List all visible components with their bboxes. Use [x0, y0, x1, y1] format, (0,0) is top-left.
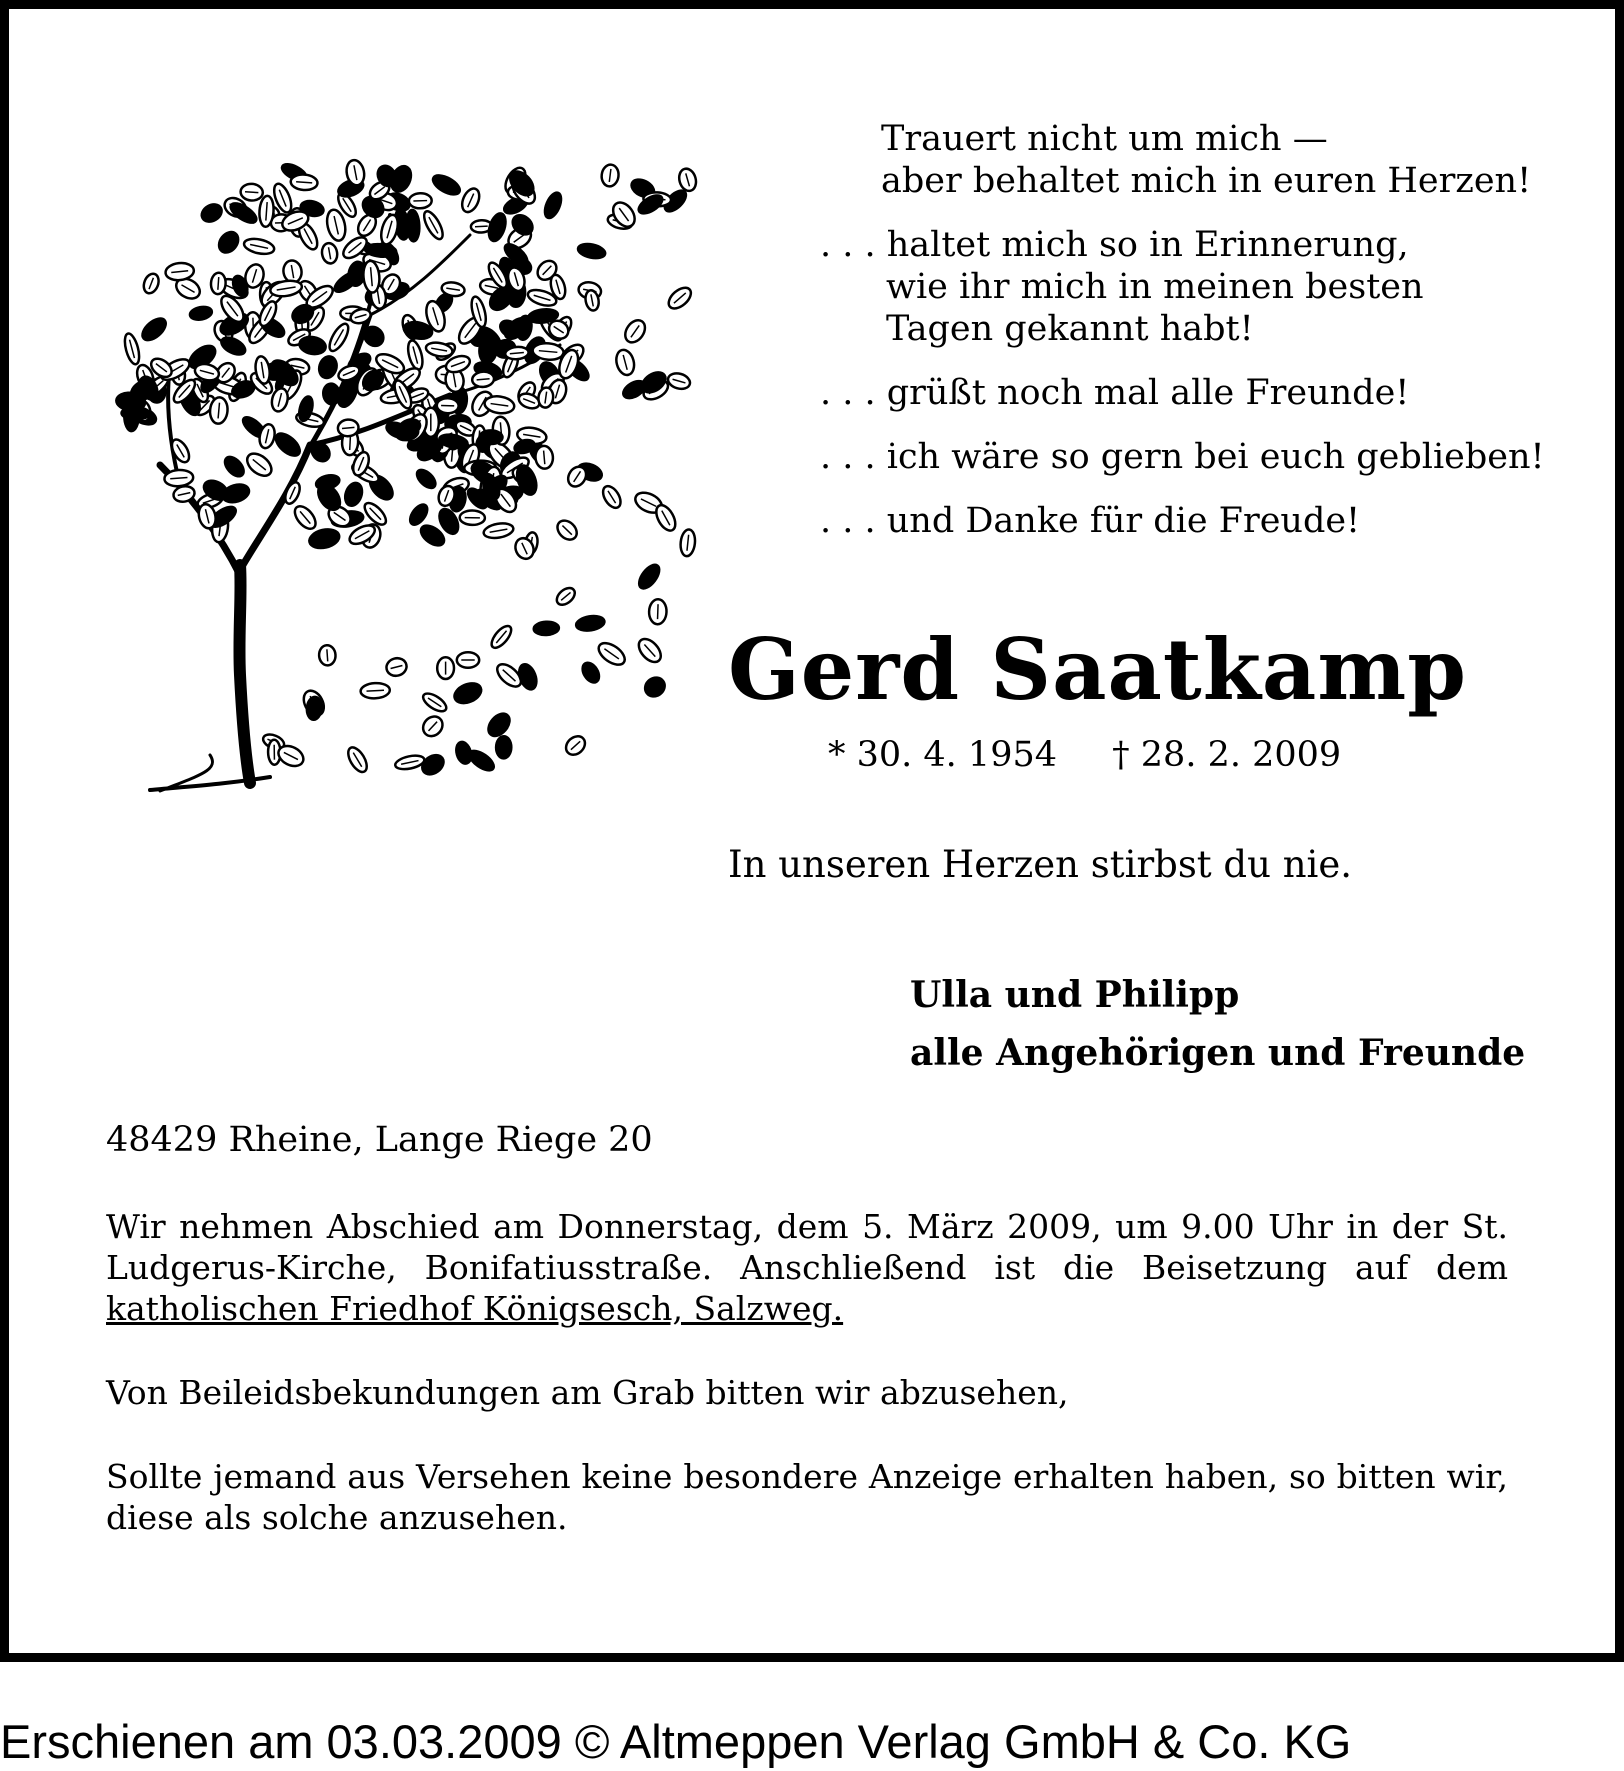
notice-note: Sollte jemand aus Versehen keine besondere Anzeige erhalten haben, so bitten wir, diese als solche anzusehen. — [106, 1457, 1508, 1537]
funeral-notice — [106, 1206, 1508, 1329]
poem-line: Tagen gekannt habt! — [886, 309, 1254, 349]
motto: In unseren Herzen stirbst du nie. — [728, 843, 1353, 886]
poem-line: . . . und Danke für die Freude! — [820, 501, 1361, 541]
condolences-note: Von Beileidsbekundungen am Grab bitten wir abzusehen, — [106, 1373, 1069, 1412]
life-dates — [828, 735, 1341, 775]
poem-line: aber behaltet mich in euren Herzen! — [881, 161, 1532, 201]
address: 48429 Rheine, Lange Riege 20 — [106, 1120, 653, 1160]
poem-line: . . . haltet mich so in Erinnerung, — [820, 225, 1409, 265]
mourners — [910, 966, 1525, 1082]
poem-line: . . . ich wäre so gern bei euch geblieben! — [820, 437, 1545, 477]
funeral-text: Wir nehmen Abschied am Donnerstag, dem 5. März 2009, um 9.00 Uhr in der St. Ludgerus-Kirche, Bonifatiusstraße. Anschließend ist die Beisetzung auf dem — [106, 1207, 1508, 1287]
windblown-tree-icon — [70, 115, 730, 795]
birth-date: * 30. 4. 1954 — [828, 735, 1058, 775]
cemetery-name: katholischen Friedhof Königsesch, Salzweg. — [106, 1289, 844, 1328]
poem-line: . . . grüßt noch mal alle Freunde! — [820, 373, 1410, 413]
deceased-name: Gerd Saatkamp — [728, 620, 1467, 719]
mourner-line: alle Angehörigen und Freunde — [910, 1032, 1526, 1074]
publication-footer: Erschienen am 03.03.2009 © Altmeppen Verlag GmbH & Co. KG — [0, 1715, 1352, 1768]
death-date: † 28. 2. 2009 — [1112, 735, 1342, 775]
mourner-line: Ulla und Philipp — [910, 974, 1240, 1016]
poem-line: wie ihr mich in meinen besten — [886, 267, 1424, 307]
poem-line: Trauert nicht um mich — — [881, 119, 1328, 159]
